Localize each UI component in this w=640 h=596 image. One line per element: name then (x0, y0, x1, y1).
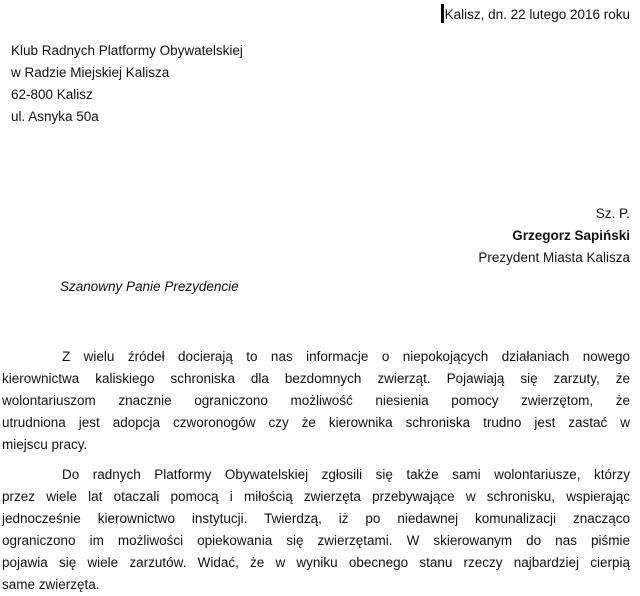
paragraph-line[interactable]: wolontariuszom znacznie ograniczono możliwość niesienia pomocy zwierzętom, że (2, 393, 630, 408)
body-paragraph-1[interactable] (2, 346, 630, 456)
date-line[interactable] (0, 4, 640, 26)
paragraph-line[interactable]: Z wielu źródeł docierają to nas informacje o niepokojących działaniach nowego (62, 349, 630, 364)
paragraph-line[interactable]: miejscu pracy. (2, 437, 88, 452)
sender-line-street[interactable]: ul. Asnyka 50a (11, 109, 99, 124)
body-paragraph-2[interactable] (2, 464, 630, 596)
greeting-line[interactable]: Szanowny Panie Prezydencie (60, 279, 239, 294)
paragraph-line[interactable]: pojawia się wiele zarzutów. Widać, że w wyniku obecnego stanu rzeczy najbardziej cierpią (2, 555, 630, 570)
recipient-title[interactable]: Prezydent Miasta Kalisza (478, 250, 630, 265)
paragraph-line[interactable]: kierownictwa kaliskiego schroniska dla bezdomnych zwierząt. Pojawiają się zarzuty, że (2, 371, 630, 386)
sender-line-council[interactable]: w Radzie Miejskiej Kalisza (11, 65, 170, 80)
paragraph-line[interactable]: przez wiele lat otaczali pomocą i miłością zwierzęta przebywające w schronisku, wspierając (2, 489, 630, 504)
paragraph-line[interactable]: ograniczono im możliwości opiekowania się zwierzętami. W skierowanym do nas piśmie (2, 533, 630, 548)
paragraph-line[interactable]: Do radnych Platformy Obywatelskiej zgłosili się także sami wolontariusze, którzy (62, 467, 630, 482)
recipient-name[interactable]: Grzegorz Sapiński (512, 228, 630, 243)
recipient-prefix[interactable]: Sz. P. (595, 206, 630, 221)
sender-line-organization[interactable]: Klub Radnych Platformy Obywatelskiej (11, 43, 243, 58)
text-cursor-caret (441, 4, 444, 23)
date-text: Kalisz, dn. 22 lutego 2016 roku (444, 7, 630, 22)
paragraph-line[interactable]: same zwierzęta. (2, 577, 100, 592)
paragraph-line[interactable]: utrudniona jest adopcja czworonogów czy że kierownika schroniska trudno jest zastać w (2, 415, 630, 430)
paragraph-line[interactable]: jednocześnie kierownictwo instytucji. Twierdzą, iż po niedawnej komunalizacji znacząco (2, 511, 630, 526)
recipient-block[interactable] (0, 203, 640, 269)
sender-line-postal[interactable]: 62-800 Kalisz (11, 87, 93, 102)
sender-address-block[interactable] (11, 40, 640, 128)
